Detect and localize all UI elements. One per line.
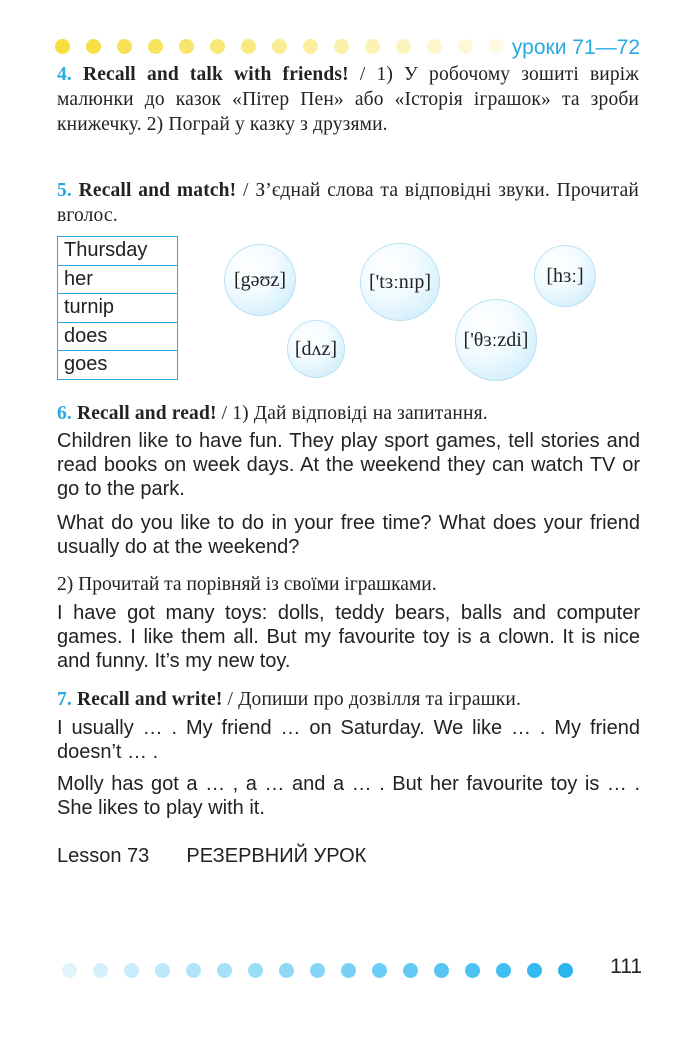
word-cell: Thursday	[58, 237, 177, 266]
bottom-decorative-dots	[62, 963, 589, 978]
decorative-dot	[334, 39, 349, 54]
decorative-dot	[427, 39, 442, 54]
exercise-6-text: / 1) Дай відповіді на запитання.	[221, 403, 488, 424]
decorative-dot	[148, 39, 163, 54]
decorative-dot	[62, 963, 77, 978]
decorative-dot	[303, 39, 318, 54]
decorative-dot	[93, 963, 108, 978]
next-lesson-line	[57, 845, 366, 868]
decorative-dot	[217, 963, 232, 978]
next-lesson-number: Lesson 73	[57, 845, 150, 867]
decorative-dot	[279, 963, 294, 978]
decorative-dot	[558, 963, 573, 978]
sound-bubble: [hɜː]	[534, 245, 596, 307]
decorative-dot	[210, 39, 225, 54]
decorative-dot	[117, 39, 132, 54]
decorative-dot	[272, 39, 287, 54]
sound-bubble: [dʌz]	[287, 320, 345, 378]
exercise-7-number: 7.	[57, 689, 72, 710]
decorative-dot	[179, 39, 194, 54]
exercise-6-paragraph-3: I have got many toys: dolls, teddy bears, balls and computer games. I like them all. But my favourite toy is a clown. It is nice and funny. It’s my new toy.	[57, 602, 640, 672]
decorative-dot	[365, 39, 380, 54]
word-cell: her	[58, 266, 177, 295]
sound-bubble: ['tɜːnɪp]	[360, 243, 440, 321]
exercise-6-title: Recall and read!	[76, 403, 217, 424]
exercise-6-paragraph-1: Children like to have fun. They play sport games, tell stories and read books on week days. At the weekend they can watch TV or go to the park.	[57, 430, 640, 500]
decorative-dot	[155, 963, 170, 978]
word-cell: turnip	[58, 294, 177, 323]
exercise-6-paragraph-2: What do you like to do in your free time? What does your friend usually do at the weekend?	[57, 512, 640, 558]
exercise-4-number: 4.	[57, 64, 72, 85]
sound-bubble: [gəʊz]	[224, 244, 296, 316]
decorative-dot	[248, 963, 263, 978]
page-number: 111	[610, 955, 642, 978]
header-lesson-range: уроки 71—72	[511, 36, 640, 59]
exercise-7	[57, 687, 639, 712]
exercise-4	[57, 62, 639, 137]
decorative-dot	[341, 963, 356, 978]
decorative-dot	[465, 963, 480, 978]
word-cell: does	[58, 323, 177, 352]
exercise-6-number: 6.	[57, 403, 72, 424]
exercise-4-text: / 1) У робочому зошиті виріж малюнки до казок «Пітер Пен» або «Історія іграшок» та зроби книжечку. 2) Пограй у казку з друзями.	[57, 64, 639, 135]
exercise-7-paragraph-2: Molly has got a … , a … and a … . But her favourite toy is … . She likes to play with it.	[57, 773, 640, 819]
exercise-5-title: Recall and match!	[78, 180, 237, 201]
exercise-5-number: 5.	[57, 180, 72, 201]
exercise-5	[57, 178, 639, 228]
decorative-dot	[372, 963, 387, 978]
decorative-dot	[55, 39, 70, 54]
decorative-dot	[489, 39, 504, 54]
decorative-dot	[403, 963, 418, 978]
decorative-dot	[86, 39, 101, 54]
exercise-7-text: / Допиши про дозвілля та іграшки.	[227, 689, 522, 710]
decorative-dot	[396, 39, 411, 54]
decorative-dot	[527, 963, 542, 978]
decorative-dot	[496, 963, 511, 978]
next-lesson-title: РЕЗЕРВНИЙ УРОК	[186, 845, 367, 867]
exercise-4-title: Recall and talk with friends!	[83, 64, 349, 85]
exercise-7-paragraph-1: I usually … . My friend … on Saturday. We like … . My friend doesn’t … .	[57, 717, 640, 763]
exercise-7-title: Recall and write!	[76, 689, 223, 710]
decorative-dot	[310, 963, 325, 978]
decorative-dot	[241, 39, 256, 54]
exercise-6-subtask: 2) Прочитай та порівняй із своїми іграшками.	[57, 574, 437, 595]
decorative-dot	[186, 963, 201, 978]
top-decorative-dots	[55, 39, 520, 54]
exercise-6	[57, 401, 639, 426]
sound-bubble: ['θɜːzdi]	[455, 299, 537, 381]
decorative-dot	[458, 39, 473, 54]
word-cell: goes	[58, 351, 177, 380]
decorative-dot	[124, 963, 139, 978]
exercise-5-text: / З’єднай слова та відповідні звуки. Прочитай вголос.	[57, 180, 640, 226]
word-table	[57, 236, 178, 380]
decorative-dot	[434, 963, 449, 978]
